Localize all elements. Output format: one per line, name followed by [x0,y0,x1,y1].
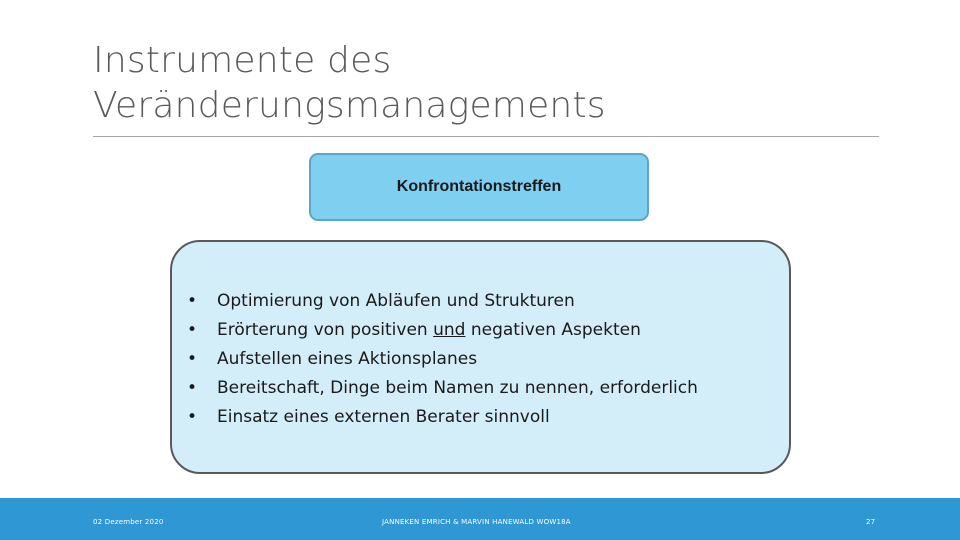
slide-title-line-2: Veränderungsmanagements [93,85,606,126]
bullet-list [185,287,785,432]
bullet-text-underlined: und [433,320,466,340]
bullet-text: Bereitschaft, Dinge beim Namen zu nennen, erforderlich [217,378,698,398]
bullet-text: Einsatz eines externen Berater sinnvoll [217,407,550,427]
bullet-text: Aufstellen eines Aktionsplanes [217,349,478,369]
bullet-text-before: Erörterung von positiven [217,320,434,340]
bullet-text-after: negativen Aspekten [465,320,641,340]
bullet-marker: • [186,349,198,369]
slide-title [93,38,873,128]
bullet-marker: • [186,291,198,311]
footer-page-number: 27 [866,518,876,526]
bullet-item [185,403,785,432]
bullet-item [185,345,785,374]
konfrontation-box-label: Konfrontationstreffen [396,178,562,195]
bullet-item [185,374,785,403]
bullet-item [185,287,785,316]
bullet-marker: • [186,407,198,427]
title-divider [93,136,879,137]
bullet-marker: • [186,378,198,398]
footer-authors: JANNEKEN EMRICH & MARVIN HANEWALD WOW18A [382,518,571,526]
bullet-item [185,316,785,345]
bullet-text: Optimierung von Abläufen und Strukturen [217,291,575,311]
slide-title-line-1: Instrumente des [93,40,392,81]
konfrontation-box [309,153,649,221]
bullet-marker: • [186,320,198,340]
footer-date: 02 Dezember 2020 [93,518,164,526]
